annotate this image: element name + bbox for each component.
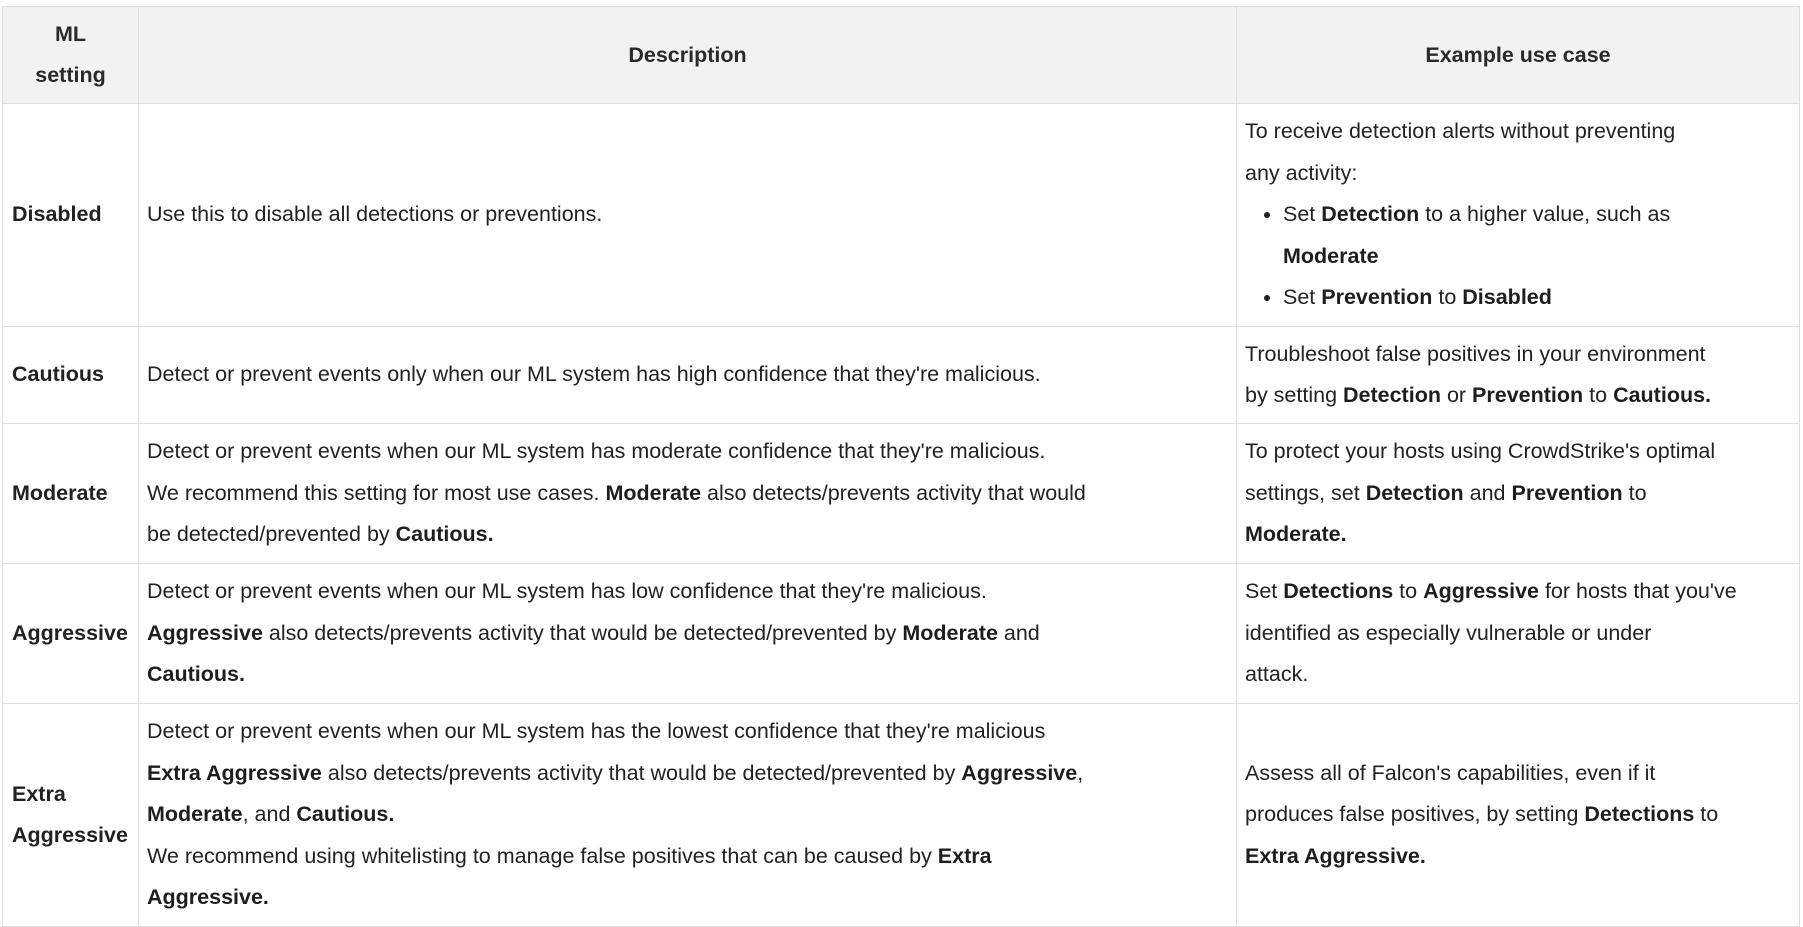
description-text: Detect or prevent events when our ML system has moderate confidence that they're malicious. <box>147 439 1046 464</box>
header-example-use-case: Example use case <box>1237 7 1800 104</box>
example-text: attack. <box>1245 662 1309 687</box>
example-cell <box>1237 564 1800 704</box>
table-row <box>3 564 1800 704</box>
description-text: Detect or prevent events only when our ML system has high confidence that they're malicious. <box>147 362 1041 387</box>
example-text: Moderate. <box>1245 522 1347 547</box>
example-bullet-list <box>1245 194 1795 319</box>
description-cell <box>139 704 1237 927</box>
setting-cell: Aggressive <box>3 564 139 704</box>
header-ml-setting-line2: setting <box>35 63 106 87</box>
header-ml-setting-line1: ML <box>54 22 87 46</box>
table-row <box>3 327 1800 424</box>
list-item: • Set Prevention to Disabled <box>1283 277 1795 319</box>
header-description: Description <box>139 7 1237 104</box>
example-text: To protect your hosts using CrowdStrike's optimal <box>1245 439 1716 464</box>
description-text: be detected/prevented by Cautious. <box>147 522 494 547</box>
ml-settings-table-container <box>2 6 1799 927</box>
description-text: Aggressive. <box>147 885 269 910</box>
example-text: Set Detections to Aggressive for hosts that you've <box>1245 579 1737 604</box>
example-cell <box>1237 104 1800 327</box>
setting-cell: Extra Aggressive <box>3 704 139 927</box>
description-text: Cautious. <box>147 662 245 687</box>
ml-settings-table <box>2 6 1800 927</box>
description-text: Use this to disable all detections or preventions. <box>147 202 603 227</box>
example-text: identified as especially vulnerable or under <box>1245 620 1652 645</box>
description-cell <box>139 564 1237 704</box>
description-cell <box>139 327 1237 424</box>
setting-cell: Moderate <box>3 424 139 564</box>
setting-cell: Cautious <box>3 327 139 424</box>
example-text: any activity: <box>1245 160 1358 185</box>
list-item: • Set Detection to a higher value, such as Moderate <box>1283 194 1795 277</box>
description-text: We recommend using whitelisting to manage false positives that can be caused by Extra <box>147 843 992 868</box>
example-text: Troubleshoot false positives in your environment <box>1245 341 1706 366</box>
description-text: We recommend this setting for most use cases. Moderate also detects/prevents activity that would <box>147 480 1086 505</box>
description-cell <box>139 104 1237 327</box>
table-row <box>3 704 1800 927</box>
description-text: Moderate, and Cautious. <box>147 802 395 827</box>
table-row <box>3 104 1800 327</box>
description-text: Detect or prevent events when our ML system has the lowest confidence that they're malicious <box>147 719 1046 744</box>
example-text: settings, set Detection and Prevention to <box>1245 480 1647 505</box>
example-cell <box>1237 424 1800 564</box>
description-text: Extra Aggressive also detects/prevents activity that would be detected/prevented by Aggressive, <box>147 760 1084 785</box>
table-header-row <box>3 7 1800 104</box>
header-ml-setting <box>3 7 139 104</box>
description-text: Aggressive also detects/prevents activity that would be detected/prevented by Moderate and <box>147 620 1040 645</box>
description-cell <box>139 424 1237 564</box>
example-text: To receive detection alerts without preventing <box>1245 119 1676 144</box>
example-text: produces false positives, by setting Detections to <box>1245 802 1719 827</box>
example-cell <box>1237 327 1800 424</box>
table-row <box>3 424 1800 564</box>
example-text: by setting Detection or Prevention to Cautious. <box>1245 383 1712 407</box>
example-cell <box>1237 704 1800 927</box>
example-text: Assess all of Falcon's capabilities, even if it <box>1245 760 1656 785</box>
example-text: Extra Aggressive. <box>1245 843 1426 868</box>
setting-cell: Disabled <box>3 104 139 327</box>
description-text: Detect or prevent events when our ML system has low confidence that they're malicious. <box>147 579 987 604</box>
